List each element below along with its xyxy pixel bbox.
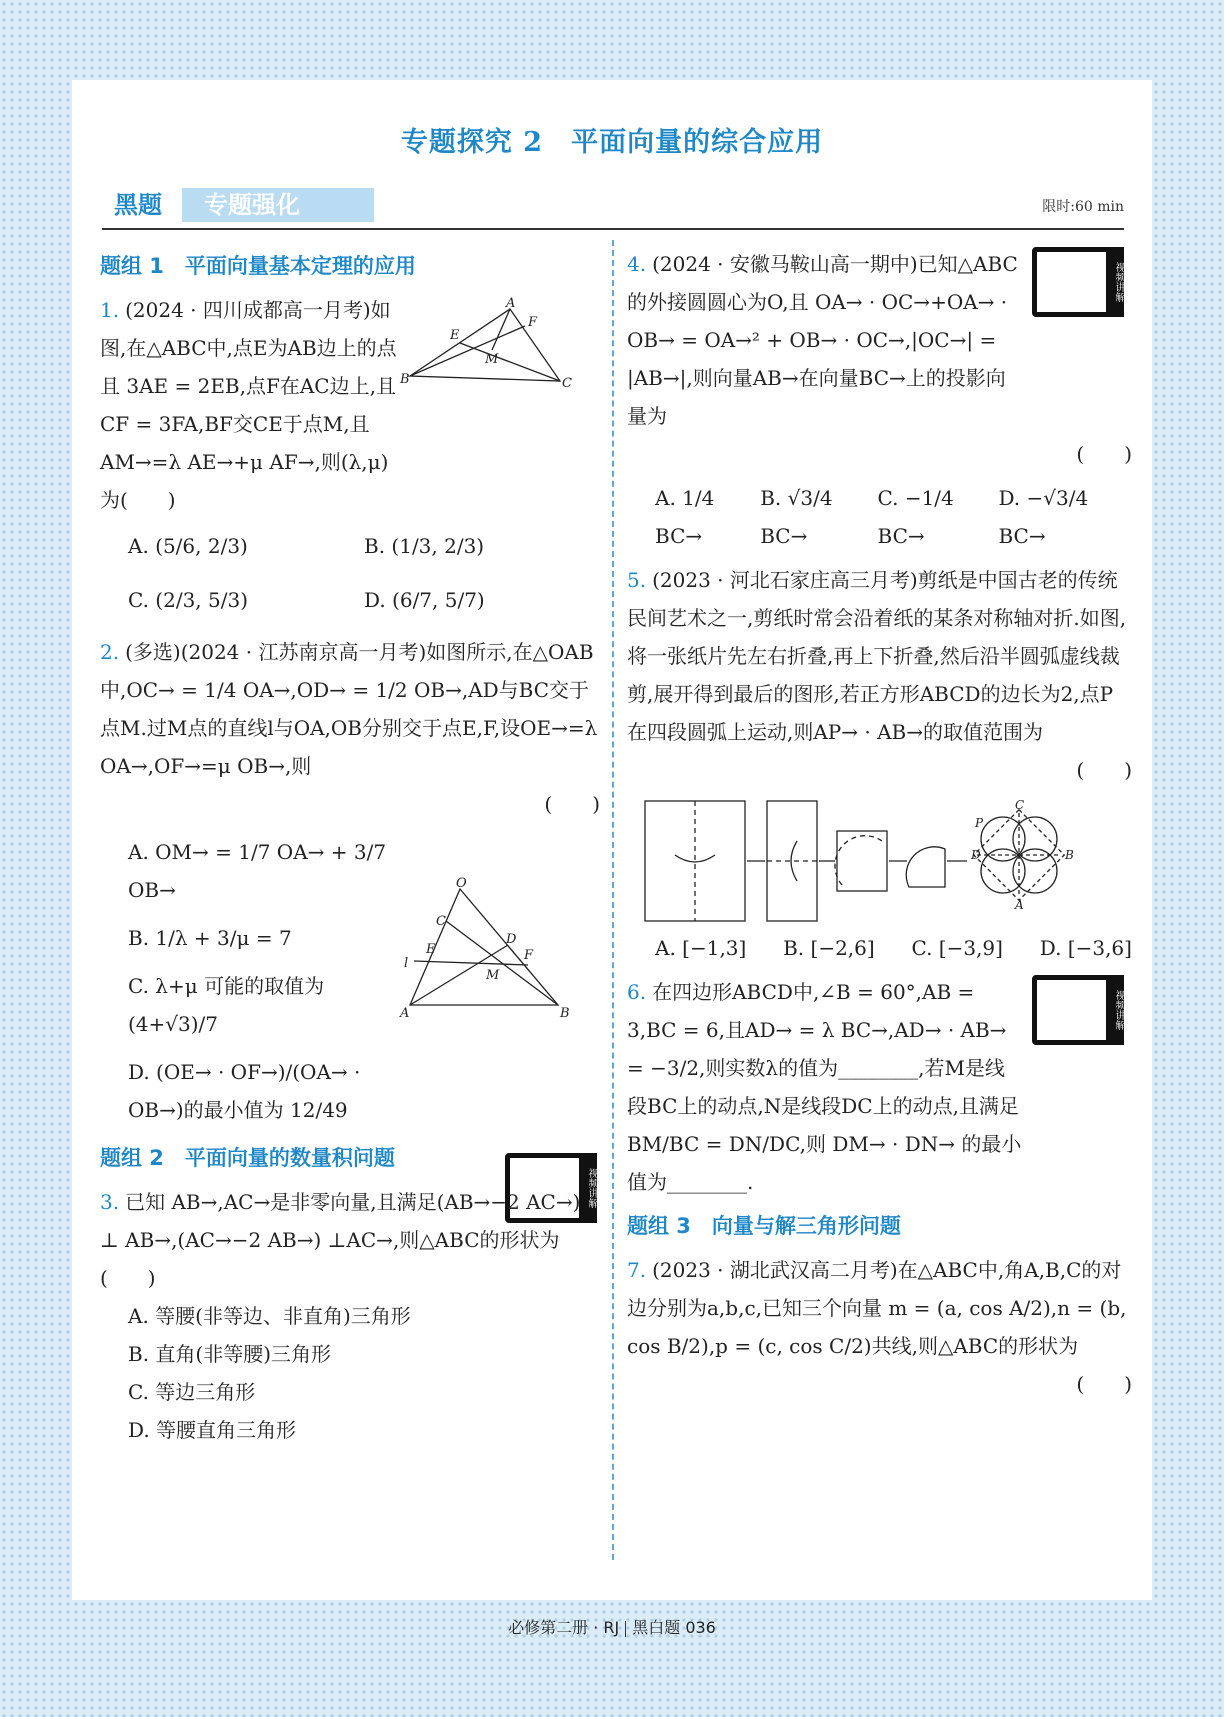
page-footer <box>0 1615 1224 1638</box>
question-number: 4. <box>627 252 647 276</box>
option-b: B. √3/4 BC→ <box>760 486 833 548</box>
footer-separator <box>625 1621 626 1637</box>
group-title-1: 题组 1 平面向量基本定理的应用 <box>100 254 416 278</box>
bar-black-label: 黑题 <box>102 188 192 222</box>
options <box>627 929 1132 967</box>
video-button[interactable] <box>1032 247 1124 317</box>
option-d: D. −√3/4 BC→ <box>998 486 1089 548</box>
video-tab-label: 视频讲解 <box>579 1153 597 1223</box>
answer-paren: ( ) <box>1076 758 1132 782</box>
option-a: A. (5/6, 2/3) <box>128 534 248 558</box>
question-number: 3. <box>100 1190 120 1214</box>
fig-label: F <box>524 948 534 963</box>
question-number: 1. <box>100 298 120 322</box>
fig-label: E <box>450 328 460 343</box>
option-c: C. [−3,9] <box>911 936 1003 960</box>
fig-label: P <box>975 816 984 830</box>
option-c: C. 等边三角形 <box>128 1380 256 1404</box>
fig-label: O <box>456 876 467 891</box>
fig-label: D <box>971 848 981 862</box>
fig-label: B <box>560 1006 570 1021</box>
options <box>627 479 1132 555</box>
option-a: A. 等腰(非等边、非直角)三角形 <box>128 1304 411 1328</box>
page-title: 专题探究 2 平面向量的综合应用 <box>400 127 824 158</box>
video-button[interactable] <box>1032 975 1124 1045</box>
option-a: A. OM→ = 1/7 OA→ + 3/7 OB→ <box>128 840 387 902</box>
option-b: B. 直角(非等腰)三角形 <box>128 1342 332 1366</box>
options <box>100 833 418 1129</box>
option-a: A. [−1,3] <box>655 936 747 960</box>
question-3 <box>100 1183 600 1449</box>
page <box>72 80 1152 1600</box>
footer-page: 黑白题 036 <box>632 1618 716 1637</box>
option-d: D. (OE→ · OF→)/(OA→ · OB→)的最小值为 12/49 <box>128 1060 361 1122</box>
answer-paren: ( ) <box>1076 1372 1132 1396</box>
option-d: D. [−3,6] <box>1039 936 1132 960</box>
fig-label: M <box>485 352 499 367</box>
triangle-figure-2 <box>400 876 570 1023</box>
question-5 <box>627 561 1132 967</box>
option-c: C. (2/3, 5/3) <box>128 588 248 612</box>
group-title-3: 题组 3 向量与解三角形问题 <box>627 1214 901 1238</box>
question-6 <box>627 973 1132 1201</box>
question-text: (2023 · 湖北武汉高二月考)在△ABC中,角A,B,C的对边分别为a,b,c,已知三个向量 m = (a, cos A/2),n = (b, cos B/2),p = (c, cos C/2)共线,则△ABC的形状为 <box>627 1258 1133 1358</box>
time-limit: 限时:60 min <box>1042 199 1124 215</box>
option-d: D. (6/7, 5/7) <box>364 588 485 612</box>
question-text: (2024 · 四川成都高一月考)如图,在△ABC中,点E为AB边上的点且 3AE = 2EB,点F在AC边上,且 CF = 3FA,BF交CE于点M,且AM→=λ AE→+μ AF→,则(λ,μ)为( ) <box>100 298 403 512</box>
question-text: (2024 · 安徽马鞍山高一期中)已知△ABC的外接圆圆心为O,且 OA→ · OC→+OA→ · OB→ = OA→² + OB→ · OC→,|OC→| = |AB→|,则向量AB→在向量BC→上的投影向量为 <box>627 252 1018 428</box>
option-d: D. 等腰直角三角形 <box>128 1418 297 1442</box>
video-tab-label: 视频讲解 <box>1106 975 1124 1045</box>
bar-blue-label: 专题强化 <box>182 188 374 222</box>
question-number: 6. <box>627 980 647 1004</box>
question-number: 5. <box>627 568 647 592</box>
fig-label: C <box>1015 798 1025 812</box>
paper-cutting-figure <box>637 793 1097 923</box>
triangle-figure-1 <box>400 296 572 391</box>
bar-divider <box>102 228 1124 230</box>
question-number: 2. <box>100 640 120 664</box>
question-text: (2023 · 河北石家庄高三月考)剪纸是中国古老的传统民间艺术之一,剪纸时常会沿着纸的某条对称轴对折.如图,将一张纸片先左右折叠,再上下折叠,然后沿半圆弧虚线裁剪,展开得到最后的图形,若正方形ABCD的边长为2,点P在四段圆弧上运动,则AP→ · AB→的取值范围为 <box>627 568 1127 744</box>
left-column <box>100 245 604 1455</box>
question-4 <box>627 245 1132 555</box>
answer-paren: ( ) <box>1076 442 1132 466</box>
question-1 <box>100 291 600 627</box>
video-tab-label: 视频讲解 <box>1106 247 1124 317</box>
option-c: C. λ+μ 可能的取值为 (4+√3)/7 <box>128 974 325 1036</box>
question-text: 已知 AB→,AC→是非零向量,且满足(AB→−2 AC→) ⊥ AB→,(AC→−2 AB→) ⊥AC→,则△ABC的形状为( ) <box>100 1190 587 1290</box>
question-text: 在四边形ABCD中,∠B = 60°,AB = 3,BC = 6,且AD→ = λ BC→,AD→ · AB→ = −3/2,则实数λ的值为________,若M是线段BC上的动点,N是线段DC上的动点,且满足 BM/BC = DN/DC,则 DM→ · DN→ 的最小值为________. <box>627 980 1026 1194</box>
question-number: 7. <box>627 1258 647 1282</box>
column-divider <box>612 240 614 1560</box>
fig-label: M <box>486 968 500 983</box>
fig-label: E <box>426 942 436 957</box>
option-a: A. 1/4 BC→ <box>655 486 715 548</box>
fig-label: B <box>1065 848 1074 862</box>
fig-label: B <box>400 372 410 387</box>
fig-label: C <box>436 914 446 929</box>
option-c: C. −1/4 BC→ <box>877 486 954 548</box>
fig-label: A <box>400 1006 410 1021</box>
section-bar <box>102 188 1124 222</box>
options <box>100 1297 600 1449</box>
fig-label: D <box>506 932 517 947</box>
footer-book: 必修第二册 · RJ <box>508 1618 620 1637</box>
fig-label: A <box>1015 898 1024 912</box>
answer-paren: ( ) <box>544 792 600 816</box>
fig-label: l <box>404 956 409 971</box>
right-column <box>627 245 1132 1409</box>
fig-label: F <box>528 315 538 330</box>
question-7 <box>627 1251 1132 1403</box>
fig-label: A <box>506 296 516 311</box>
question-text: (多选)(2024 · 江苏南京高一月考)如图所示,在△OAB中,OC→ = 1/4 OA→,OD→ = 1/2 OB→,AD与BC交于点M.过M点的直线l与OA,OB分别交于点E,F,设OE→=λ OA→,OF→=μ OB→,则 <box>100 640 604 778</box>
group-title-2: 题组 2 平面向量的数量积问题 <box>100 1146 395 1170</box>
option-b: B. 1/λ + 3/μ = 7 <box>128 926 292 950</box>
fig-label: C <box>562 376 572 391</box>
option-b: B. [−2,6] <box>783 936 875 960</box>
options <box>100 519 600 627</box>
option-b: B. (1/3, 2/3) <box>364 534 485 558</box>
